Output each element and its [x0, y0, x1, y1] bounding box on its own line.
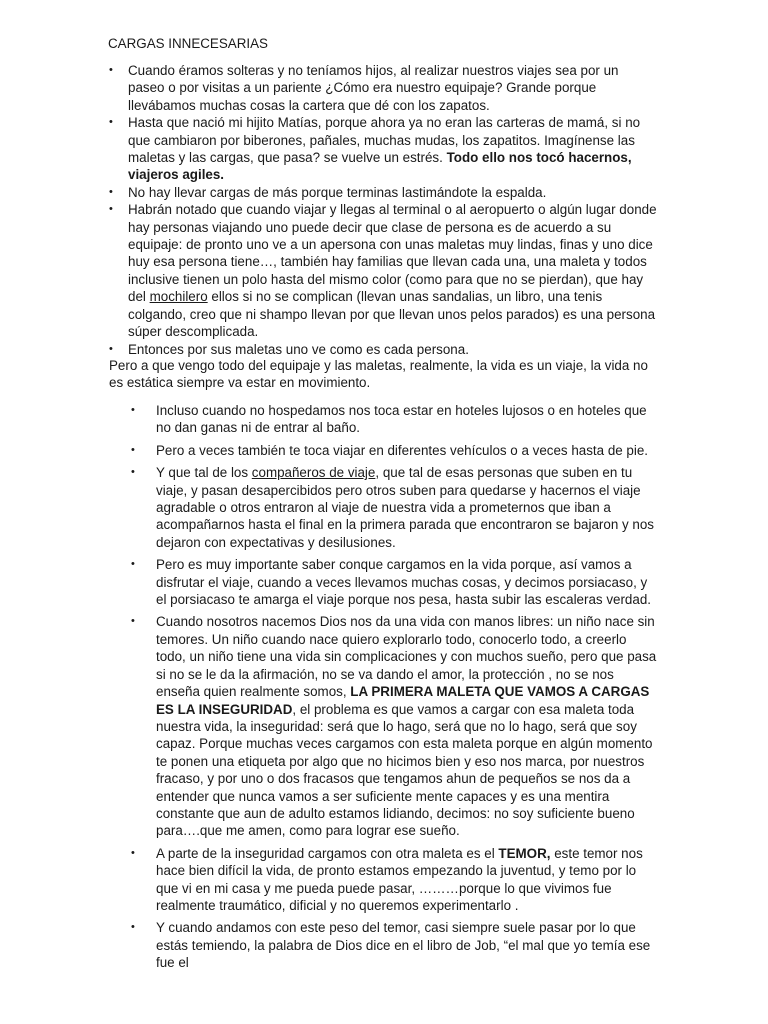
list-item: • Cuando éramos solteras y no teníamos hijos, al realizar nuestros viajes sea por un paseo o por visitas a un pariente ¿Cómo era nuestro equipaje? Grande porque llevábamos muchas cosas la cartera que dé con los zapatos. — [109, 63, 619, 113]
list-item: • Pero es muy importante saber conque cargamos en la vida porque, así vamos a disfrutar el viaje, cuando a veces llevamos muchas cosas, y decimos porsiacaso, y el porsiacaso te amarga el viaje porque nos pesa, hasta subir las escaleras verdad. — [131, 557, 651, 608]
bullet-icon: • — [109, 342, 113, 355]
bullet-icon: • — [131, 921, 135, 934]
bullet-icon: • — [131, 846, 135, 859]
list-item: • Habrán notado que cuando viajar y llegas al terminal o al aeropuerto o algún lugar donde hay personas viajando uno puede decir que clase de persona es de acuerdo a su equipaje: de pronto uno ve a un apersona con unas maletas muy lindas, finas y uno dice huy esa persona tiene…, también hay familias que llevan cada una, una maleta y todos inclusive tienen un polo hasta del mismo color (como para que no se pierdan), que hay del mochilero ellos si no se complican (llevan unas sandalias, un libro, una tenis colgando, creo que ni shampo llevan por que llevan unos pelos parados) es una persona súper descomplicada. — [109, 202, 657, 340]
list-item: • Y que tal de los compañeros de viaje, que tal de esas personas que suben en tu viaje, y pasan desapercibidos pero otros suben para quedarse y hacernos el viaje agradable o otros entraron al viaje de nuestra vida a prometernos que iban a acompañarnos hasta el final en la primera parada que encontraron se bajaron y nos dejaron con expectativas y desilusiones. — [131, 465, 654, 550]
list-item: • Cuando nosotros nacemos Dios nos da una vida con manos libres: un niño nace sin temores. Un niño cuando nace quiero explorarlo todo, conocerlo todo, a creerlo todo, un niño tiene una vida sin complicaciones y con muchos sueño, pero que pasa si no se le da la afirmación, no se va dando el amor, la protección , no se nos enseña quien realmente somos, LA PRIMERA MALETA QUE VAMOS A CARGAS ES LA INSEGURIDAD, el problema es que vamos a cargar con esa maleta toda nuestra vida, la inseguridad: será que lo hago, será que no lo hago, será que soy capaz. Porque muchas veces cargamos con esta maleta porque en algún momento te ponen una etiqueta por algo que no hicimos bien y eso nos marca, por nuestros fracaso, y por uno o dos fracasos que tengamos ahun de pequeños se nos da a entender que nunca vamos a ser suficiente mente capaces y es una mentira constante que aun de adulto estamos lidiando, decimos: no soy suficiente bueno para….que me amen, como para lograr ese sueño. — [131, 614, 657, 839]
bullet-icon: • — [109, 116, 113, 129]
body-paragraph: Pero a que vengo todo del equipaje y las maletas, realmente, la vida es un viaje, la vida no es estática siempre va estar en movimiento. — [109, 358, 648, 391]
bold-phrase: LA PRIMERA MALETA QUE VAMOS A CARGAS ES LA INSEGURIDAD — [156, 684, 650, 717]
bullet-icon: • — [131, 558, 135, 571]
underlined-term: mochilero — [149, 289, 208, 305]
bullet-icon: • — [131, 404, 135, 416]
bullet-icon: • — [109, 185, 113, 198]
bold-phrase: TEMOR, — [498, 845, 551, 861]
bullet-list-1 — [109, 62, 657, 358]
bullet-icon: • — [131, 466, 135, 479]
list-item: • Entonces por sus maletas uno ve como es cada persona. — [109, 341, 469, 357]
list-item: • Incluso cuando no hospedamos nos toca estar en hoteles lujosos o en hoteles que no dan ganas ni de entrar al baño. — [131, 403, 647, 436]
bullet-icon: • — [109, 203, 113, 216]
bullet-list-2 — [131, 402, 658, 977]
underlined-term: compañeros de viaje — [251, 465, 376, 481]
bullet-icon: • — [131, 615, 135, 628]
document-title: CARGAS INNECESARIAS — [108, 36, 268, 51]
list-item: • Hasta que nació mi hijito Matías, porque ahora ya no eran las carteras de mamá, si no que cambiaron por biberones, pañales, muchas mudas, los zapatitos. Imagínense las maletas y las cargas, que pasa? se vuelve un estrés. Todo ello nos tocó hacernos, viajeros agiles. — [109, 115, 641, 183]
list-item: • No hay llevar cargas de más porque terminas lastimándote la espalda. — [109, 184, 547, 200]
list-item: • A parte de la inseguridad cargamos con otra maleta es el TEMOR, este temor nos hace bien difícil la vida, de pronto estamos empezando la juventud, y temo por lo que vi en mi casa y me pueda puede pasar, ………porque lo que vivimos fue realmente traumático, dificial y no queremos experimentarlo . — [131, 845, 643, 913]
bullet-icon: • — [109, 64, 113, 76]
list-item: • Y cuando andamos con este peso del temor, casi siempre suele pasar por lo que estás temiendo, la palabra de Dios dice en el libro de Job, “el mal que yo temía ese fue el — [131, 920, 651, 971]
bullet-icon: • — [131, 443, 135, 456]
list-item: • Pero a veces también te toca viajar en diferentes vehículos o a veces hasta de pie. — [131, 442, 649, 458]
